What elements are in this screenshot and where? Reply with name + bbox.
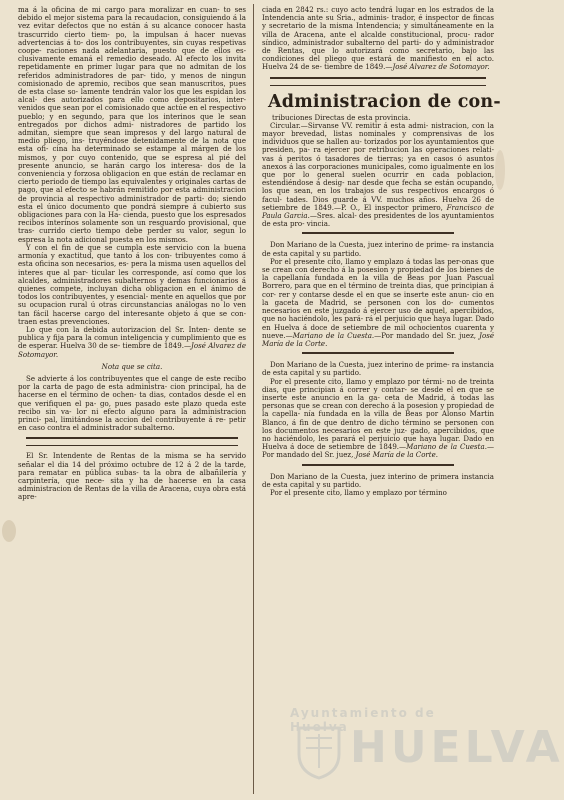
circular-paragraph [262, 122, 494, 229]
summons-paragraph-1 [262, 258, 494, 348]
paper-stain [495, 150, 505, 190]
inspector-name: Francisco de Paula Garcia. [262, 202, 494, 221]
watermark-top-text: Ayuntamiento de Huelva [290, 706, 436, 734]
publication-paragraph [18, 326, 246, 359]
section-rule [26, 437, 238, 446]
watermark-logo-text: HUELVA [350, 722, 564, 773]
mandate-text: —Por mandado del Sr. juez, [374, 330, 477, 340]
section-rule [302, 352, 454, 357]
auction-continuation [262, 6, 494, 72]
section-rule [270, 77, 486, 86]
note-heading: Nota que se cita. [101, 361, 163, 371]
right-column [262, 5, 501, 497]
signature: José Alvarez de Sotomayor. [392, 62, 490, 72]
coat-of-arms-icon [294, 724, 344, 780]
judge-heading-1: Don Mariano de la Cuesta, juez interino de prime- ra instancia de esta capital y su partido. [262, 240, 494, 258]
column-divider [253, 4, 254, 794]
note-paragraph: Se advierte á los contribuyentes que el cange de este recibo por la carta de pago de esta administra- cion principal, ha de hacerse en el término de ochen- ta dias, contados desde el en que verifiquen el pa- go, pues pasado este plazo queda este recibo sin va- lor ni efecto alguno para la administracion princi- pal, limitándose la accion del contribuyente á re- petir en caso contra el administrador subalterno. [18, 373, 246, 433]
section-heading: Administracion de con- [268, 91, 501, 112]
prevention-notice-paragraph: ma á la oficina de mi cargo para moralizar en cuan- to ses debido el mejor sistema para la recaudacion, consiguiendo á la vez evitar defectos que no están á su alcance conocer hasta trascurrido cierto tiem- po, la impulsan á hacer nuevas advertencias á to- dos los contribuyentes, sin cuyas respetivas coope- raciones nada adelantaria, puesto que de ellos es- clusivamente emaná el remedio deseado. Al efecto los invita repetidamente en primer lugar para que no admitan de los referidos administradores de par- tido, y menos de ningun comisionado de apremio, recibos que sean manuscritos, pues de esta clase so- lamente tendrán valor los que les espidan los alcal- des autorizados para ello como depositarios, inter- venidos que sean por el comisionado que actúe en el respectivo pueblo; y en segundo, para que los interinos que le sean entregados por dichos admi- nistradores de partido los admitan, siempre que sean impresos y del largo natural de medio pliego, ins- truyéndose detenidamente de la nota que esta ofi- cina ha determinado se estampe al márgen de los mismos, y por cuyo contenido, que se espresa al pié del presente anuncio, se harán cargo los interesa- dos de la conveniencia y forzosa obligacion en que están de reclamar en cierto periodo de tiempo las equivalentes y originales cartas de pago, que al efecto se habrán remitido por esta administracion de provincia al respectivo administrador de parti- do; siendo esta el único documento que pondrá siempre á cubierto sus obligaciones para con la Ha- cienda, puesto que los espresados recibos interinos solamente son un resguardo provisional, que tras- currido cierto tiempo debe perder su valor, segun lo espresa la nota adicional puesta en los mismos. [18, 5, 246, 244]
auction-paragraph: El Sr. Intendente de Rentas de la misma se ha servido señalar el dia 14 del próximo octubre de 12 á 2 de la tarde, para rematar en pública subas- ta la obra de albañilería y carpintería, que nece- sita y ha de hacerse en la casa administracion de Rentas de la villa de Aracena, cuya obra está apre- [18, 451, 246, 502]
cooperation-paragraph: Y con el fin de que se cumpla este servicio con la buena armonía y exactitud, que tanto á los con- tribuyentes como á esta oficina son necesarios, es- pera la misma usen aquellos del interes que al par- ticular les corresponde, así como que los alcaldes, administradores subalternos y demas funcionarios á quienes compete, incluyan dicha obligacion en el ánimo de todos los contribuyentes, y esencial- mente en aquellos que por su ocupacion rural ú otras circunstancias análogas no lo ven tan fácil hacerse cargo del interesante objeto á que se con- traen estas prevenciones. [18, 242, 246, 326]
mandate-text: — Por mandado del Sr. juez, [262, 442, 494, 460]
circular-tail: —Sres. alcal- des presidentes de los ayuntamientos de esta pro- vincia. [262, 211, 494, 229]
summons-paragraph-2 [262, 378, 494, 460]
judge-heading-3: Don Mariano de la Cuesta, juez interino de primera instancia de esta capital y su partido. [262, 471, 494, 489]
summons-paragraph-3: Por el presente cito, llamo y emplazo por término [270, 487, 447, 497]
summons-text-2: Por el presente cito, llamo y emplazo por térmi- no de treinta dias, que principian á correr y contar- se desde el en que se inserte este anuncio en la ga- ceta de Madrid, á todas las personas que se crean con derecho á la posesion y propiedad de la capella- nía fundada en la villa de Beas por Alonso Martin Blanco, á fin de que dentro de dicho término se personen con los documentos necesarios en este juz- gado, apercibidos, que no haciéndolo, les parará el perjuicio que haya lugar. Dado en Huelva á doce de setiembre de 1849.— [262, 376, 494, 452]
circular-text: Circular.—Sirvanse VV. remitir á esta admi- nistracion, con la mayor brevedad, listas nominales y comprensivas de los individuos que se hallen au- torizados por los ayuntamientos que presiden, pa- ra ejercer por retribucion las operaciones relati- vas á peritos ó tasadores de tierras; ya en casos ó asuntos anexos á las corporaciones municipales, como igualmente en los que por lo general suelen ocurrir en cada poblacion, estendiéndose á desig- nar desde que fecha se están ocupando, los que sean, en los trabajos de sus respectivos encargos ó facul- tades. Dios guarde á VV. muchos años. Huelva 26 de setiembre de 1849.—P. O., El inspector primero, [262, 120, 495, 212]
paper-stain [2, 520, 16, 542]
judge-signature: Mariano de la Cuesta. [292, 330, 375, 340]
judge-signature: Mariano de la Cuesta. [406, 442, 487, 452]
section-rule [302, 464, 454, 469]
summons-text-1: Por el presente cito, llamo y emplazo á todas las per-onas que se crean con derecho á la posesion y propiedad de los bienes de la capellanía fundada en la villa de Beas por Juan Pascual Borrero, para que en el término de treinta dias, que principian á cor- rer y contarse desde el en que se inserte este anun- cio en la gaceta de Madrid, se personen con los do- cumentos necesarios en este juzgado á ejercer uso de aquel, apercibidos, que no haciéndolo, les pará- rá el perjuicio que haya lugar. Dado en Huelva á doce de setiembre de mil ochocientos cuarenta y nueve.— [262, 256, 494, 340]
clerk-signature: José María de la Corte. [355, 450, 439, 460]
signature: José Alvarez de Sotomayor. [18, 341, 246, 359]
section-subtitle: tribuciones Directas de esta provincia. [272, 112, 411, 122]
clerk-signature: José María de la Corte. [262, 330, 494, 348]
judge-heading-2: Don Mariano de la Cuesta, juez interino de prime- ra instancia de esta capital y su partido. [262, 360, 494, 378]
publication-text: Lo que con la debida autorizacion del Sr. Inten- dente se publica y fija para la comun inteligencia y cumplimiento que es de esperar. Huelva 30 de se- tiembre de 1849.— [18, 324, 246, 351]
auction-continuation-text: ciada en 2842 rs.: cuyo acto tendrá lugar en los estrados de la Intendencia ante su Sria., adminis- trador, é inspector de fincas y secretario de la misma Intendencia; y simultáneamente en la villa de Aracena, ante el alcalde constitucional, procu- rador síndico, administrador subalterno del parti- do y administrador de Rentas, que lo autorizará como secretario, bajo las condiciones del pliego que estará de manifiesto en el acto. Huelva 24 de se- tiembre de 1849.— [262, 5, 494, 72]
left-column [18, 6, 246, 502]
section-rule [302, 232, 454, 237]
archive-watermark [290, 700, 564, 790]
